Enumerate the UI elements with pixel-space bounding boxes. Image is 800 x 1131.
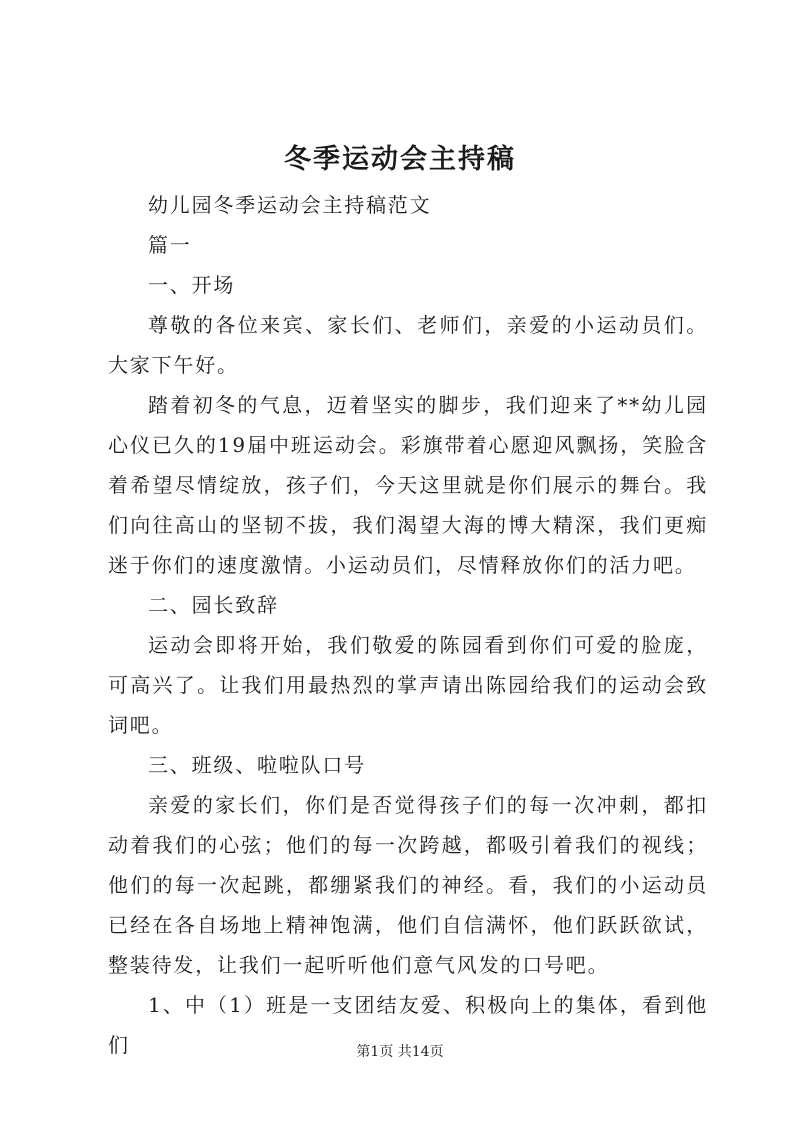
paragraph-heading-opening: 一、开场 (148, 273, 236, 297)
paragraph-subtitle: 幼儿园冬季运动会主持稿范文 (148, 193, 432, 217)
paragraph-greeting: 尊敬的各位来宾、家长们、老师们，亲爱的小运动员们。大家下午好。 (108, 313, 708, 377)
paragraph-heading-director: 二、园长致辞 (148, 593, 279, 617)
page-footer: 第1页 共14页 (356, 1044, 444, 1060)
paragraph-director-speech: 运动会即将开始，我们敬爱的陈园看到你们可爱的脸庞，可高兴了。让我们用最热烈的掌声请出陈园给我们的运动会致词吧。 (108, 633, 708, 737)
paragraph-slogans-intro: 亲爱的家长们，你们是否觉得孩子们的每一次冲刺，都扣动着我们的心弦；他们的每一次跨越，都吸引着我们的视线；他们的每一次起跳，都绷紧我们的神经。看，我们的小运动员已经在各自场地上精神饱满，他们自信满怀，他们跃跃欲试，整装待发，让我们一起听听他们意气风发的口号吧。 (108, 793, 708, 977)
paragraph-section-label: 篇一 (148, 233, 192, 257)
paragraph-intro: 踏着初冬的气息，迈着坚实的脚步，我们迎来了**幼儿园心仪已久的19届中班运动会。彩旗带着心愿迎风飘扬，笑脸含着希望尽情绽放，孩子们，今天这里就是你们展示的舞台。我们向往高山的坚韧不拔，我们渴望大海的博大精深，我们更痴迷于你们的速度激情。小运动员们，尽情释放你们的活力吧。 (108, 393, 708, 577)
paragraph-heading-slogans: 三、班级、啦啦队口号 (148, 753, 366, 777)
document-title: 冬季运动会主持稿 (284, 144, 516, 175)
document-body (108, 185, 708, 1065)
paragraph-class-1: 1、中（1）班是一支团结友爱、积极向上的集体，看到他们 (108, 993, 708, 1057)
